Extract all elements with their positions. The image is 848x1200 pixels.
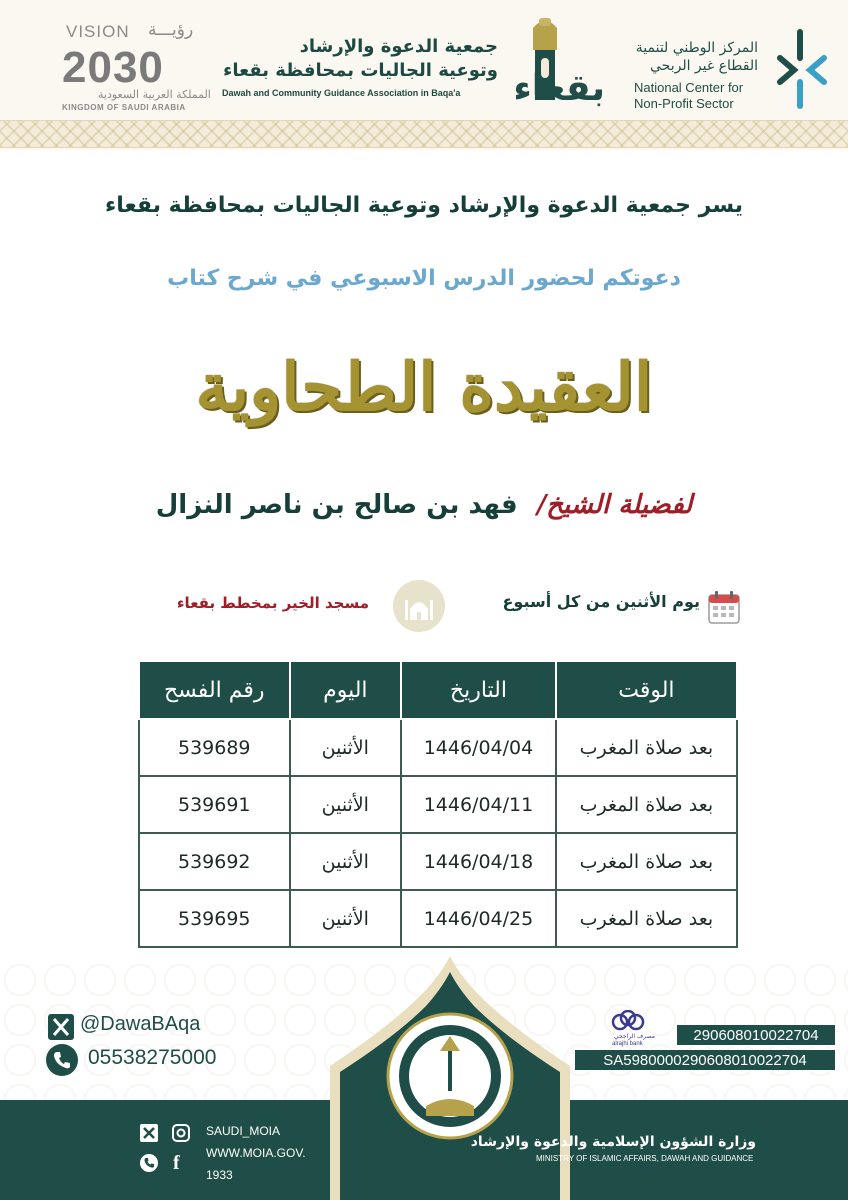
cell-day: الأثنين <box>290 719 402 776</box>
footer-phone-icon[interactable] <box>140 1154 158 1172</box>
ministry-name-ar: وزارة الشؤون الإسلامية والدعوة والإرشاد <box>470 1134 756 1150</box>
table-row <box>139 776 737 833</box>
association-name-en: Dawah and Community Guidance Association in Baqa'a <box>222 88 461 98</box>
sheikh-title: لفضيلة الشيخ/ <box>536 490 693 520</box>
bank-iban: SA5980000290608010022704 <box>574 1049 836 1071</box>
footer-handle[interactable]: SAUDI_MOIA <box>206 1124 281 1138</box>
header-date: التاريخ <box>401 661 556 719</box>
vision-kingdom-ar: المملكة العربية السعودية <box>98 88 211 101</box>
phone-icon[interactable] <box>46 1044 78 1076</box>
association-logo <box>505 10 625 110</box>
invite-text: دعوتكم لحضور الدرس الاسبوعي في شرح كتاب <box>167 266 681 291</box>
sheikh-name: فهد بن صالح بن ناصر النزال <box>155 490 518 520</box>
cell-date: 1446/04/11 <box>401 776 556 833</box>
calendar-icon <box>708 590 740 624</box>
bank-name-ar: مصرف الراجحي <box>614 1033 655 1040</box>
phone-number[interactable]: 05538275000 <box>88 1046 217 1069</box>
association-name-line2: وتوعية الجاليات بمحافظة بقعاء <box>223 60 498 81</box>
footer-website[interactable]: WWW.MOIA.GOV. <box>206 1146 306 1160</box>
book-title: العقيدة الطحاوية <box>195 348 653 426</box>
cell-code: 539689 <box>139 719 290 776</box>
ministry-emblem-arch <box>330 956 570 1200</box>
footer-x-icon[interactable] <box>140 1124 158 1142</box>
ncnp-name-ar-line1: المركز الوطني لتنمية <box>635 40 758 56</box>
cell-time: بعد صلاة المغرب <box>556 833 737 890</box>
facebook-icon[interactable]: f <box>173 1152 180 1174</box>
cell-time: بعد صلاة المغرب <box>556 890 737 947</box>
sheikh-row <box>0 490 848 520</box>
table-row <box>139 890 737 947</box>
cell-day: الأثنين <box>290 890 402 947</box>
ministry-name-en: MINISTRY OF ISLAMIC AFFAIRS, DAWAH AND GUIDANCE <box>536 1154 754 1163</box>
table-header-row <box>139 661 737 719</box>
cell-date: 1446/04/25 <box>401 890 556 947</box>
association-logo-text: بقعاء <box>513 68 605 109</box>
cell-day: الأثنين <box>290 776 402 833</box>
header-ornament-band <box>0 120 848 148</box>
cell-time: بعد صلاة المغرب <box>556 719 737 776</box>
header-code: رقم الفسح <box>139 661 290 719</box>
cell-code: 539692 <box>139 833 290 890</box>
cell-date: 1446/04/04 <box>401 719 556 776</box>
vision-year: 2030 <box>62 43 164 92</box>
instagram-icon[interactable] <box>172 1124 190 1142</box>
vision-word-ar: رؤيـــة <box>148 20 194 40</box>
table-row <box>139 719 737 776</box>
ncnp-mark-icon <box>776 28 828 110</box>
footer-number[interactable]: 1933 <box>206 1168 233 1182</box>
vision-word: VISION <box>66 22 130 41</box>
bank-logo-icon <box>610 1010 646 1034</box>
ncnp-name-en-line2: Non-Profit Sector <box>634 96 734 111</box>
x-icon[interactable] <box>48 1014 74 1040</box>
header-day: اليوم <box>290 661 402 719</box>
cell-code: 539695 <box>139 890 290 947</box>
bank-name-en: alrajhi bank <box>612 1041 643 1047</box>
table-row <box>139 833 737 890</box>
cell-time: بعد صلاة المغرب <box>556 776 737 833</box>
cell-day: الأثنين <box>290 833 402 890</box>
association-name-line1: جمعية الدعوة والإرشاد <box>299 36 498 57</box>
ncnp-name-ar-line2: القطاع غير الربحي <box>650 58 758 74</box>
cell-date: 1446/04/18 <box>401 833 556 890</box>
location-text: مسجد الخير بمخطط بقعاء <box>176 594 369 612</box>
header-time: الوقت <box>556 661 737 719</box>
schedule-table <box>138 660 738 948</box>
day-text: يوم الأثنين من كل أسبوع <box>502 592 700 611</box>
intro-text: يسر جمعية الدعوة والإرشاد وتوعية الجاليات بمحافظة بقعاء <box>105 193 743 218</box>
mosque-icon <box>393 580 445 632</box>
x-handle[interactable]: @DawaBAqa <box>80 1013 201 1035</box>
ncnp-name-en-line1: National Center for <box>634 80 744 95</box>
vision-kingdom-en: KINGDOM OF SAUDI ARABIA <box>62 103 186 112</box>
bank-account-number: 290608010022704 <box>676 1024 836 1046</box>
cell-code: 539691 <box>139 776 290 833</box>
